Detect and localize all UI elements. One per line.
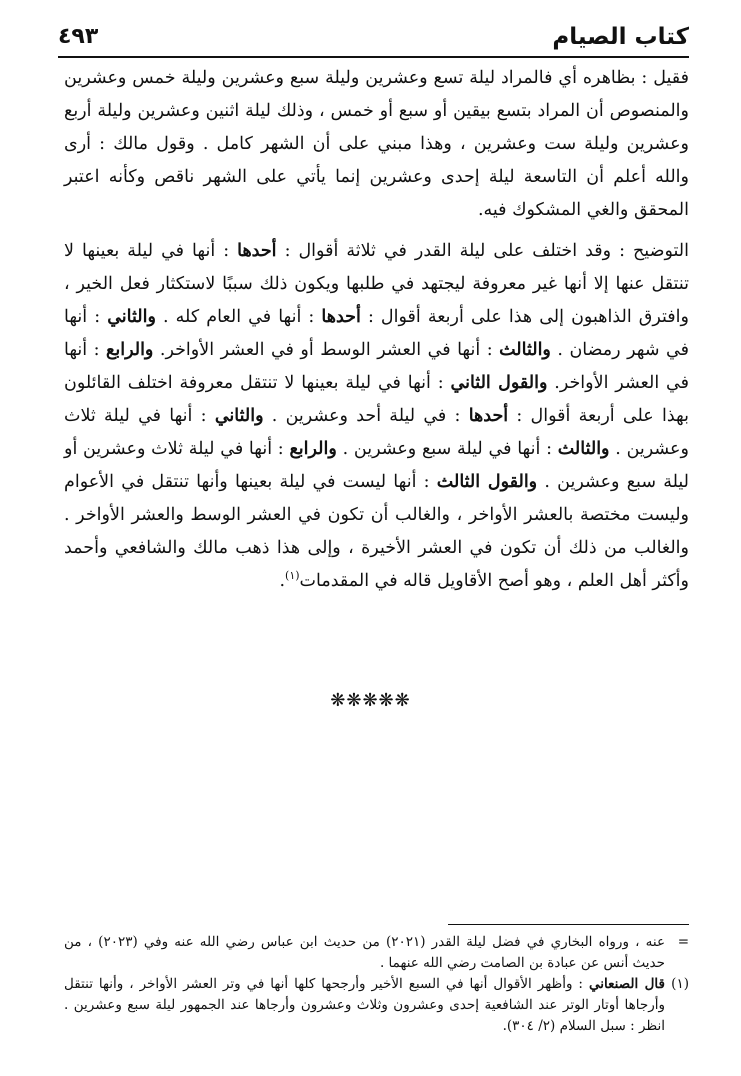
footnote-text: عنه ، ورواه البخاري في فضل ليلة القدر (٢٠٢١) من حديث ابن عباس رضي الله عنه وفي (٢٠٢٣) ، من حديث أنس عن عبادة بن الصامت رضي الله عنهما .	[64, 934, 666, 971]
main-text	[64, 62, 689, 598]
text-segment: : في ليلة أحد وعشرين .	[271, 406, 461, 426]
bold-term: أحدها	[468, 406, 509, 426]
header-rule	[58, 56, 689, 58]
text-segment: : أنها في ليلة ثلاث وعشرين .	[64, 406, 689, 459]
text-segment: : أنها في العشر الأواخر.	[64, 340, 689, 393]
text-segment: : أنها في ليلة ثلاث وعشرين أو ليلة سبع وعشرين .	[64, 439, 690, 492]
text-segment: .	[279, 571, 286, 591]
text-segment: : أنها في ليلة بعينها لا تنتقل معروفة اختلف القائلون بهذا على أربعة أقوال :	[64, 373, 689, 426]
bold-term: والثاني	[107, 307, 156, 327]
text-segment: : أنها في شهر رمضان .	[64, 307, 689, 360]
bold-term: والثالث	[499, 340, 551, 360]
text-segment: : أنها في ليلة سبع وعشرين .	[342, 439, 552, 459]
footnote-reference[interactable]: (١)	[285, 569, 300, 583]
text-segment: : أنها في ليلة بعينها لا تنتقل عنها إلا أنها غير معروفة ليجتهد في طلبها ويكون ذلك سببًا لاستكثار فعل الخير ، وافترق الذاهبون إلى هذا على أربعة أقوال :	[64, 241, 689, 327]
bold-term: والرابع	[106, 340, 154, 360]
text-segment: : أنها في العشر الوسط أو في العشر الأواخر.	[159, 340, 493, 360]
footnote-mark: =	[677, 934, 689, 950]
footnote-mark: (١)	[671, 976, 689, 992]
bold-term: والقول الثاني	[450, 373, 548, 393]
footnote-text: : وأظهر الأقوال أنها في السبع الأخير وأرجحها كلها أنها في وتر العشر الأواخر ، وأنها تنتقل وأرجاها أوتار الوتر عند الشافعية إحدى وعشرون وثلاث وعشرون وأرجاها عند الجمهور ليلة سبع وعشرين . انظر : سبل السلام (٢/ ٣٠٤).	[64, 976, 665, 1034]
page-number: ٤٩٣	[58, 24, 99, 49]
section-separator: ❋❋❋❋❋	[330, 690, 411, 711]
paragraph-1: فقيل : بظاهره أي فالمراد ليلة تسع وعشرين وليلة سبع وعشرين وليلة خمس وعشرين والمنصوص أن المراد بتسع بيقين أو سبع أو خمس ، وذلك ليلة اثنين وعشرين وليلة أربع وعشرين وليلة ست وعشرين ، وهذا مبني على أن الشهر كامل . وقول مالك : أرى والله أعلم أن التاسعة ليلة إحدى وعشرين إنما يأتي على الشهر ناقص وكأنه اعتبر المحقق والغي المشكوك فيه.	[64, 68, 689, 220]
footnote-1	[64, 974, 689, 1037]
bold-term: والثالث	[557, 439, 610, 459]
footnote-rule	[448, 924, 689, 925]
running-header	[58, 18, 689, 52]
bold-term: والرابع	[289, 439, 337, 459]
paragraph-2	[64, 235, 689, 598]
footnote-body	[64, 974, 665, 1037]
bold-term: والثاني	[214, 406, 264, 426]
footnotes	[64, 932, 689, 1037]
footnote-continued	[64, 932, 689, 974]
bold-term: والقول الثالث	[436, 472, 538, 492]
footnote-author: قال الصنعاني	[588, 976, 666, 992]
text-segment: : أنها في العام كله .	[163, 307, 315, 327]
text-segment: : أنها ليست في ليلة بعينها وأنها تنتقل في الأعوام وليست مختصة بالعشر الأواخر ، والغالب أن تكون في العشر الوسط والعشر الأواخر . والغالب من ذلك أن تكون في العشر الأخيرة ، وإلى هذا ذهب مالك والشافعي وأحمد وأكثر أهل العلم ، وهو أصح الأقاويل قاله في المقدمات	[64, 472, 689, 591]
bold-term: أحدها	[321, 307, 361, 327]
bold-term: أحدها	[237, 241, 277, 261]
chapter-title: كتاب الصيام	[552, 24, 689, 50]
text-segment: التوضيح : وقد اختلف على ليلة القدر في ثلاثة أقوال :	[284, 241, 689, 261]
